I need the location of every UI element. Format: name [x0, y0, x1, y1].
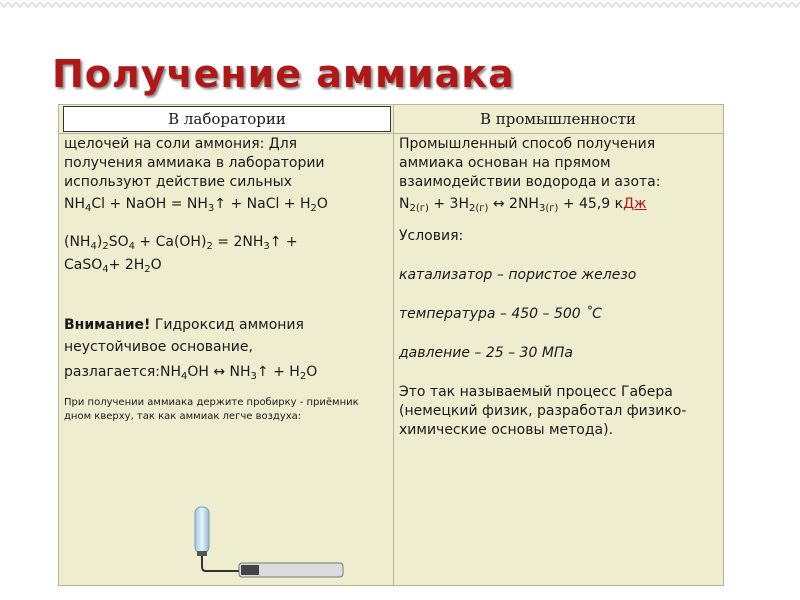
column-divider	[393, 105, 394, 585]
header-industry: В промышленности	[479, 110, 637, 128]
ind-haber-3: химические основы метода).	[399, 422, 614, 438]
comparison-table	[58, 104, 724, 586]
ind-intro-2: аммиака основан на прямом	[399, 155, 611, 171]
ind-intro-1: Промышленный способ получения	[399, 136, 656, 152]
ind-haber-1: Это так называемый процесс Габера	[399, 384, 673, 400]
chevron-pattern	[0, 2, 800, 7]
page-title: Получение аммиака	[52, 52, 515, 96]
lab-note-1: При получении аммиака держите пробирку - приёмник	[64, 397, 359, 408]
lab-intro-3: используют действие сильных	[64, 174, 292, 190]
ind-haber-2: (немецкий физик, разработал физико-	[399, 403, 687, 419]
lab-equation-2-cont: CaSO$_4$+ $2H_2O$	[64, 257, 162, 275]
ind-equation: $N_{2(г)} + 3H_{2(г)}$ ↔ $2NH_{3(г)} + 45,9$ кДж	[399, 196, 647, 214]
ind-intro-3: взаимодействии водорода и азота:	[399, 174, 661, 190]
decorative-chevron-border	[0, 0, 800, 14]
lab-intro-2: получения аммиака в лаборатории	[64, 155, 325, 171]
ind-pressure: давление – 25 – 30 МПа	[399, 345, 574, 361]
ind-temperature: температура – 450 – 500 ˚С	[399, 306, 602, 322]
lab-warning-1: Внимание! Гидроксид аммония	[64, 317, 304, 333]
lab-equation-1: $NH_4Cl$ + NaOH = $NH_3↑$ + NaCl + $H_2O$	[64, 196, 328, 214]
laboratory-cell	[64, 135, 389, 424]
industry-cell	[399, 135, 721, 440]
header-divider	[59, 133, 723, 134]
lab-intro-1: щелочей на соли аммония: Для	[64, 136, 298, 152]
lab-equation-3: $разлагается:NH_4OH$ ↔ $NH_3↑ + H_2O$	[64, 364, 318, 382]
header-laboratory: В лаборатории	[63, 106, 391, 132]
lab-note-2: дном кверху, так как аммиак легче воздуха:	[64, 411, 302, 422]
kj-unit-link[interactable]: Дж	[623, 196, 647, 212]
lab-equation-2: $(NH_4)_2SO_4 + Ca(OH)_2$ = $2NH_3↑$ +	[64, 234, 298, 252]
test-tube-illustration	[179, 505, 349, 585]
ind-conditions: Условия:	[399, 228, 464, 244]
lab-warning-2: неустойчивое основание,	[64, 339, 253, 355]
ind-catalyst: катализатор – пористое железо	[399, 267, 637, 283]
